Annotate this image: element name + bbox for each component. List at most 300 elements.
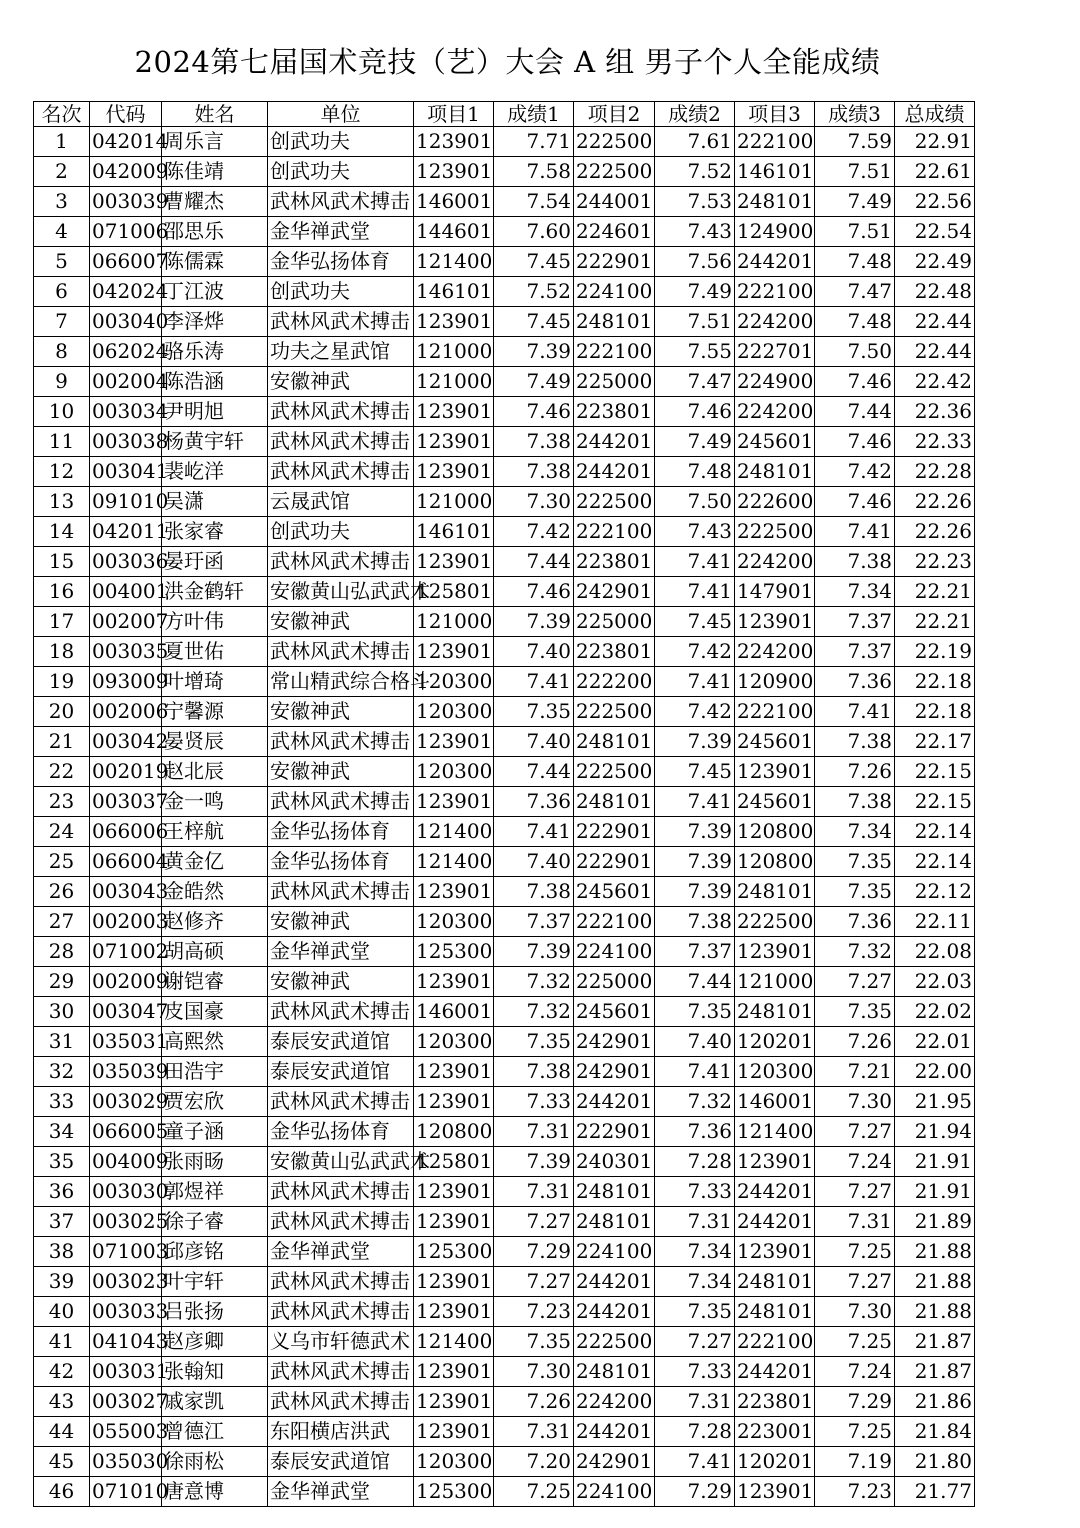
cell-unit: 武林风武术搏击 xyxy=(268,457,414,487)
cell-item3: 248101 xyxy=(735,1267,815,1297)
cell-item1: 121400 xyxy=(414,817,494,847)
cell-item2: 223801 xyxy=(574,397,655,427)
table-row xyxy=(34,667,975,697)
cell-item1: 120300 xyxy=(414,1027,494,1057)
cell-code: 002009 xyxy=(90,967,162,997)
cell-item2: 222500 xyxy=(574,127,655,157)
cell-item3: 120800 xyxy=(735,847,815,877)
cell-unit: 武林风武术搏击 xyxy=(268,547,414,577)
cell-item1: 123901 xyxy=(414,877,494,907)
cell-score1: 7.20 xyxy=(494,1447,574,1477)
cell-score2: 7.31 xyxy=(655,1207,735,1237)
cell-score2: 7.56 xyxy=(655,247,735,277)
cell-item2: 240301 xyxy=(574,1147,655,1177)
cell-item2: 242901 xyxy=(574,577,655,607)
cell-item2: 223801 xyxy=(574,547,655,577)
cell-code: 003023 xyxy=(90,1267,162,1297)
cell-score3: 7.35 xyxy=(815,997,895,1027)
cell-item2: 244201 xyxy=(574,1087,655,1117)
cell-name: 叶增琦 xyxy=(162,667,268,697)
cell-item3: 244201 xyxy=(735,1357,815,1387)
cell-score3: 7.24 xyxy=(815,1357,895,1387)
table-row xyxy=(34,217,975,247)
cell-name: 晏贤辰 xyxy=(162,727,268,757)
cell-item2: 245601 xyxy=(574,997,655,1027)
cell-score3: 7.27 xyxy=(815,967,895,997)
column-header-total: 总成绩 xyxy=(895,102,975,127)
cell-rank: 29 xyxy=(34,967,90,997)
cell-score1: 7.31 xyxy=(494,1177,574,1207)
cell-score1: 7.37 xyxy=(494,907,574,937)
cell-score3: 7.32 xyxy=(815,937,895,967)
cell-name: 尹明旭 xyxy=(162,397,268,427)
cell-item3: 222100 xyxy=(735,697,815,727)
cell-item1: 144601 xyxy=(414,217,494,247)
cell-score2: 7.48 xyxy=(655,457,735,487)
cell-item3: 147901 xyxy=(735,577,815,607)
cell-score3: 7.35 xyxy=(815,847,895,877)
cell-unit: 武林风武术搏击 xyxy=(268,1297,414,1327)
cell-item1: 121000 xyxy=(414,607,494,637)
cell-item3: 222600 xyxy=(735,487,815,517)
cell-total: 22.48 xyxy=(895,277,975,307)
cell-name: 贾宏欣 xyxy=(162,1087,268,1117)
table-row xyxy=(34,937,975,967)
cell-code: 004009 xyxy=(90,1147,162,1177)
table-row xyxy=(34,607,975,637)
cell-score1: 7.39 xyxy=(494,937,574,967)
cell-unit: 金华禅武堂 xyxy=(268,937,414,967)
cell-score3: 7.36 xyxy=(815,907,895,937)
cell-score1: 7.41 xyxy=(494,817,574,847)
cell-name: 张雨旸 xyxy=(162,1147,268,1177)
cell-rank: 20 xyxy=(34,697,90,727)
cell-item2: 225000 xyxy=(574,367,655,397)
cell-score1: 7.54 xyxy=(494,187,574,217)
cell-item3: 120900 xyxy=(735,667,815,697)
cell-total: 22.91 xyxy=(895,127,975,157)
table-row xyxy=(34,337,975,367)
cell-item1: 121400 xyxy=(414,247,494,277)
cell-score3: 7.31 xyxy=(815,1207,895,1237)
cell-rank: 19 xyxy=(34,667,90,697)
cell-code: 003037 xyxy=(90,787,162,817)
cell-score3: 7.21 xyxy=(815,1057,895,1087)
cell-score3: 7.59 xyxy=(815,127,895,157)
cell-total: 21.89 xyxy=(895,1207,975,1237)
results-table xyxy=(33,101,975,1507)
cell-name: 洪金鹤轩 xyxy=(162,577,268,607)
cell-score1: 7.31 xyxy=(494,1117,574,1147)
cell-code: 003039 xyxy=(90,187,162,217)
cell-rank: 45 xyxy=(34,1447,90,1477)
cell-name: 王梓航 xyxy=(162,817,268,847)
cell-item2: 222500 xyxy=(574,697,655,727)
cell-score2: 7.46 xyxy=(655,397,735,427)
cell-item1: 123901 xyxy=(414,1087,494,1117)
cell-score1: 7.23 xyxy=(494,1297,574,1327)
cell-code: 003038 xyxy=(90,427,162,457)
cell-score3: 7.46 xyxy=(815,487,895,517)
cell-item1: 125300 xyxy=(414,937,494,967)
cell-score3: 7.35 xyxy=(815,877,895,907)
cell-unit: 云晟武馆 xyxy=(268,487,414,517)
cell-score2: 7.52 xyxy=(655,157,735,187)
cell-total: 21.88 xyxy=(895,1297,975,1327)
cell-name: 宁馨源 xyxy=(162,697,268,727)
table-row xyxy=(34,487,975,517)
cell-score2: 7.41 xyxy=(655,547,735,577)
cell-score3: 7.50 xyxy=(815,337,895,367)
cell-score3: 7.46 xyxy=(815,427,895,457)
cell-item2: 223801 xyxy=(574,637,655,667)
cell-score2: 7.41 xyxy=(655,1057,735,1087)
cell-total: 22.21 xyxy=(895,577,975,607)
cell-rank: 7 xyxy=(34,307,90,337)
cell-item2: 224100 xyxy=(574,937,655,967)
cell-rank: 18 xyxy=(34,637,90,667)
table-row xyxy=(34,1447,975,1477)
cell-name: 方叶伟 xyxy=(162,607,268,637)
cell-name: 裴屹洋 xyxy=(162,457,268,487)
cell-item2: 244201 xyxy=(574,1417,655,1447)
cell-unit: 武林风武术搏击 xyxy=(268,1177,414,1207)
cell-score2: 7.35 xyxy=(655,1297,735,1327)
cell-rank: 26 xyxy=(34,877,90,907)
cell-name: 金一鸣 xyxy=(162,787,268,817)
cell-name: 戚家凯 xyxy=(162,1387,268,1417)
column-header-score1: 成绩1 xyxy=(494,102,574,127)
cell-code: 003035 xyxy=(90,637,162,667)
cell-score2: 7.39 xyxy=(655,877,735,907)
cell-score1: 7.36 xyxy=(494,787,574,817)
cell-rank: 15 xyxy=(34,547,90,577)
table-row xyxy=(34,307,975,337)
cell-rank: 12 xyxy=(34,457,90,487)
cell-total: 22.08 xyxy=(895,937,975,967)
cell-total: 21.88 xyxy=(895,1237,975,1267)
cell-score3: 7.25 xyxy=(815,1327,895,1357)
cell-item2: 222901 xyxy=(574,847,655,877)
cell-score2: 7.41 xyxy=(655,1447,735,1477)
cell-score2: 7.44 xyxy=(655,967,735,997)
cell-item2: 224200 xyxy=(574,1387,655,1417)
cell-item2: 248101 xyxy=(574,787,655,817)
cell-item2: 248101 xyxy=(574,1177,655,1207)
cell-name: 晏玗函 xyxy=(162,547,268,577)
cell-item1: 123901 xyxy=(414,1297,494,1327)
cell-score1: 7.49 xyxy=(494,367,574,397)
cell-item1: 123901 xyxy=(414,1267,494,1297)
cell-item3: 123901 xyxy=(735,607,815,637)
cell-item1: 120300 xyxy=(414,1447,494,1477)
cell-unit: 武林风武术搏击 xyxy=(268,397,414,427)
cell-score3: 7.46 xyxy=(815,367,895,397)
cell-item2: 244201 xyxy=(574,457,655,487)
table-row xyxy=(34,1057,975,1087)
cell-code: 004001 xyxy=(90,577,162,607)
cell-score3: 7.42 xyxy=(815,457,895,487)
cell-total: 21.91 xyxy=(895,1147,975,1177)
cell-item1: 121400 xyxy=(414,847,494,877)
cell-score3: 7.44 xyxy=(815,397,895,427)
cell-total: 22.61 xyxy=(895,157,975,187)
cell-score3: 7.36 xyxy=(815,667,895,697)
cell-score1: 7.30 xyxy=(494,487,574,517)
column-header-item1: 项目1 xyxy=(414,102,494,127)
cell-item3: 245601 xyxy=(735,727,815,757)
cell-score2: 7.61 xyxy=(655,127,735,157)
cell-score1: 7.27 xyxy=(494,1207,574,1237)
cell-item1: 146101 xyxy=(414,517,494,547)
cell-item2: 222901 xyxy=(574,817,655,847)
cell-rank: 22 xyxy=(34,757,90,787)
cell-score2: 7.33 xyxy=(655,1177,735,1207)
cell-total: 22.33 xyxy=(895,427,975,457)
table-row xyxy=(34,547,975,577)
cell-item1: 123901 xyxy=(414,1207,494,1237)
cell-score3: 7.30 xyxy=(815,1087,895,1117)
cell-score3: 7.38 xyxy=(815,787,895,817)
cell-item1: 121000 xyxy=(414,487,494,517)
cell-code: 003033 xyxy=(90,1297,162,1327)
cell-code: 066004 xyxy=(90,847,162,877)
cell-code: 003042 xyxy=(90,727,162,757)
cell-total: 22.15 xyxy=(895,757,975,787)
cell-name: 童子涵 xyxy=(162,1117,268,1147)
cell-name: 张家睿 xyxy=(162,517,268,547)
cell-code: 003031 xyxy=(90,1357,162,1387)
cell-item3: 244201 xyxy=(735,247,815,277)
cell-code: 035031 xyxy=(90,1027,162,1057)
cell-rank: 16 xyxy=(34,577,90,607)
cell-score2: 7.34 xyxy=(655,1267,735,1297)
cell-rank: 3 xyxy=(34,187,90,217)
cell-item2: 224100 xyxy=(574,1477,655,1507)
cell-unit: 金华禅武堂 xyxy=(268,1477,414,1507)
cell-name: 徐雨松 xyxy=(162,1447,268,1477)
cell-score3: 7.29 xyxy=(815,1387,895,1417)
cell-total: 22.42 xyxy=(895,367,975,397)
cell-score1: 7.40 xyxy=(494,727,574,757)
cell-item2: 244201 xyxy=(574,1297,655,1327)
cell-code: 071010 xyxy=(90,1477,162,1507)
cell-score2: 7.51 xyxy=(655,307,735,337)
cell-code: 003047 xyxy=(90,997,162,1027)
cell-code: 042014 xyxy=(90,127,162,157)
cell-code: 003036 xyxy=(90,547,162,577)
cell-score1: 7.39 xyxy=(494,337,574,367)
cell-code: 003043 xyxy=(90,877,162,907)
cell-item3: 124900 xyxy=(735,217,815,247)
cell-item3: 121400 xyxy=(735,1117,815,1147)
cell-unit: 武林风武术搏击 xyxy=(268,187,414,217)
cell-rank: 43 xyxy=(34,1387,90,1417)
cell-score1: 7.33 xyxy=(494,1087,574,1117)
cell-item3: 120201 xyxy=(735,1027,815,1057)
cell-total: 21.91 xyxy=(895,1177,975,1207)
cell-code: 055003 xyxy=(90,1417,162,1447)
cell-name: 高熙然 xyxy=(162,1027,268,1057)
table-row xyxy=(34,847,975,877)
cell-unit: 武林风武术搏击 xyxy=(268,307,414,337)
cell-item3: 224200 xyxy=(735,637,815,667)
cell-total: 22.56 xyxy=(895,187,975,217)
cell-score3: 7.41 xyxy=(815,517,895,547)
cell-total: 22.17 xyxy=(895,727,975,757)
cell-code: 002003 xyxy=(90,907,162,937)
cell-total: 21.77 xyxy=(895,1477,975,1507)
column-header-score3: 成绩3 xyxy=(815,102,895,127)
cell-total: 22.00 xyxy=(895,1057,975,1087)
cell-code: 066005 xyxy=(90,1117,162,1147)
cell-total: 21.87 xyxy=(895,1357,975,1387)
table-row xyxy=(34,787,975,817)
cell-score2: 7.39 xyxy=(655,727,735,757)
cell-item1: 120300 xyxy=(414,697,494,727)
cell-item3: 248101 xyxy=(735,1297,815,1327)
cell-score2: 7.53 xyxy=(655,187,735,217)
cell-name: 周乐言 xyxy=(162,127,268,157)
cell-item2: 225000 xyxy=(574,607,655,637)
cell-score1: 7.60 xyxy=(494,217,574,247)
cell-item3: 248101 xyxy=(735,187,815,217)
cell-score1: 7.32 xyxy=(494,997,574,1027)
cell-code: 003029 xyxy=(90,1087,162,1117)
cell-code: 003030 xyxy=(90,1177,162,1207)
cell-item3: 123901 xyxy=(735,1477,815,1507)
cell-item2: 248101 xyxy=(574,1357,655,1387)
column-header-item2: 项目2 xyxy=(574,102,655,127)
cell-code: 062024 xyxy=(90,337,162,367)
cell-unit: 泰辰安武道馆 xyxy=(268,1447,414,1477)
cell-score2: 7.40 xyxy=(655,1027,735,1057)
cell-score1: 7.44 xyxy=(494,757,574,787)
cell-total: 21.87 xyxy=(895,1327,975,1357)
cell-item2: 248101 xyxy=(574,727,655,757)
cell-name: 陈儒霖 xyxy=(162,247,268,277)
cell-unit: 常山精武综合格斗 xyxy=(268,667,414,697)
cell-item1: 123901 xyxy=(414,1177,494,1207)
cell-unit: 金华弘扬体育 xyxy=(268,247,414,277)
cell-code: 042009 xyxy=(90,157,162,187)
cell-score2: 7.33 xyxy=(655,1357,735,1387)
cell-score1: 7.40 xyxy=(494,847,574,877)
table-row xyxy=(34,1357,975,1387)
cell-item2: 242901 xyxy=(574,1447,655,1477)
cell-item3: 123901 xyxy=(735,937,815,967)
cell-unit: 武林风武术搏击 xyxy=(268,997,414,1027)
cell-name: 赵北辰 xyxy=(162,757,268,787)
cell-name: 黄金亿 xyxy=(162,847,268,877)
cell-name: 丁江波 xyxy=(162,277,268,307)
cell-score2: 7.38 xyxy=(655,907,735,937)
cell-item2: 222100 xyxy=(574,907,655,937)
cell-rank: 44 xyxy=(34,1417,90,1447)
cell-rank: 4 xyxy=(34,217,90,247)
cell-code: 003041 xyxy=(90,457,162,487)
cell-total: 22.14 xyxy=(895,847,975,877)
cell-name: 唐意博 xyxy=(162,1477,268,1507)
cell-item2: 222500 xyxy=(574,757,655,787)
cell-item2: 222500 xyxy=(574,157,655,187)
cell-total: 22.02 xyxy=(895,997,975,1027)
table-row xyxy=(34,997,975,1027)
cell-code: 042011 xyxy=(90,517,162,547)
cell-total: 21.94 xyxy=(895,1117,975,1147)
cell-name: 李泽烨 xyxy=(162,307,268,337)
cell-total: 22.36 xyxy=(895,397,975,427)
cell-item2: 222100 xyxy=(574,517,655,547)
cell-rank: 25 xyxy=(34,847,90,877)
cell-score1: 7.38 xyxy=(494,457,574,487)
cell-code: 066007 xyxy=(90,247,162,277)
cell-score1: 7.31 xyxy=(494,1417,574,1447)
cell-code: 003040 xyxy=(90,307,162,337)
cell-item2: 244201 xyxy=(574,1267,655,1297)
cell-score1: 7.46 xyxy=(494,577,574,607)
cell-score1: 7.35 xyxy=(494,697,574,727)
cell-code: 035030 xyxy=(90,1447,162,1477)
cell-item2: 222100 xyxy=(574,337,655,367)
cell-name: 张翰知 xyxy=(162,1357,268,1387)
cell-code: 071003 xyxy=(90,1237,162,1267)
cell-name: 骆乐涛 xyxy=(162,337,268,367)
cell-score2: 7.41 xyxy=(655,577,735,607)
table-row xyxy=(34,1237,975,1267)
table-row xyxy=(34,127,975,157)
cell-total: 22.49 xyxy=(895,247,975,277)
cell-score2: 7.49 xyxy=(655,427,735,457)
cell-item2: 222500 xyxy=(574,487,655,517)
cell-code: 002019 xyxy=(90,757,162,787)
cell-rank: 42 xyxy=(34,1357,90,1387)
cell-unit: 武林风武术搏击 xyxy=(268,877,414,907)
cell-item1: 121400 xyxy=(414,1327,494,1357)
cell-score2: 7.42 xyxy=(655,697,735,727)
table-row xyxy=(34,577,975,607)
cell-item3: 123901 xyxy=(735,1147,815,1177)
cell-item1: 120300 xyxy=(414,757,494,787)
cell-total: 22.19 xyxy=(895,637,975,667)
cell-score2: 7.28 xyxy=(655,1417,735,1447)
cell-score1: 7.38 xyxy=(494,1057,574,1087)
cell-score2: 7.28 xyxy=(655,1147,735,1177)
table-row xyxy=(34,1297,975,1327)
cell-item1: 121000 xyxy=(414,367,494,397)
column-header-score2: 成绩2 xyxy=(655,102,735,127)
cell-item2: 225000 xyxy=(574,967,655,997)
cell-total: 22.01 xyxy=(895,1027,975,1057)
cell-unit: 东阳横店洪武 xyxy=(268,1417,414,1447)
cell-score3: 7.19 xyxy=(815,1447,895,1477)
cell-total: 22.23 xyxy=(895,547,975,577)
cell-rank: 33 xyxy=(34,1087,90,1117)
table-row xyxy=(34,757,975,787)
cell-total: 22.28 xyxy=(895,457,975,487)
cell-name: 胡高硕 xyxy=(162,937,268,967)
cell-rank: 41 xyxy=(34,1327,90,1357)
cell-rank: 46 xyxy=(34,1477,90,1507)
cell-unit: 创武功夫 xyxy=(268,127,414,157)
cell-score2: 7.37 xyxy=(655,937,735,967)
cell-unit: 武林风武术搏击 xyxy=(268,1207,414,1237)
cell-unit: 武林风武术搏击 xyxy=(268,427,414,457)
cell-total: 22.12 xyxy=(895,877,975,907)
cell-item1: 146001 xyxy=(414,187,494,217)
cell-item3: 248101 xyxy=(735,877,815,907)
cell-score2: 7.50 xyxy=(655,487,735,517)
